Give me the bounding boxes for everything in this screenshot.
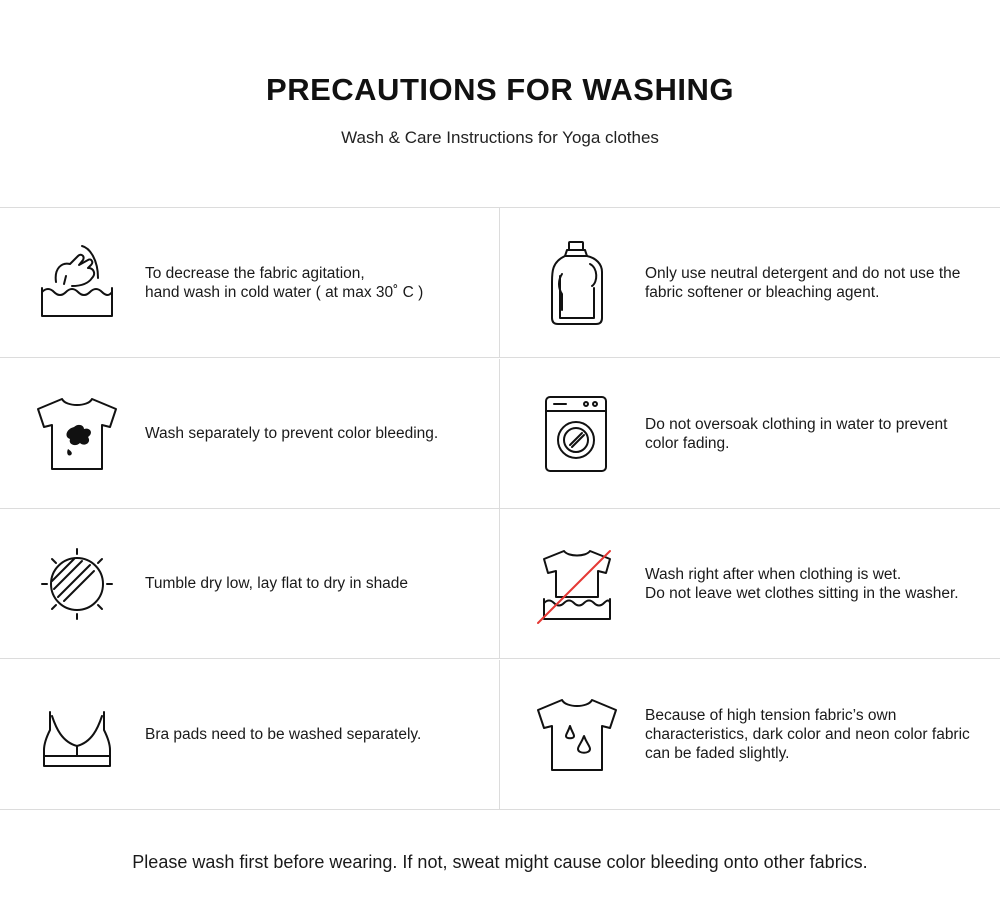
- dripping-tshirt-icon: [532, 690, 622, 780]
- care-item-bra-pads: [0, 660, 500, 810]
- sports-bra-icon: [32, 690, 122, 780]
- care-item-hand-wash: [0, 208, 500, 358]
- care-item-fading: [500, 660, 1000, 810]
- care-item-oversoak: [500, 359, 1000, 509]
- footer-note: Please wash first before wearing. If not, sweat might cause color bleeding onto other fabrics.: [132, 852, 868, 872]
- care-item-text: Because of high tension fabric’s own characteristics, dark color and neon color fabric can be faded slightly.: [645, 707, 970, 762]
- detergent-bottle-icon: [532, 238, 622, 328]
- care-item-wash-separately: [0, 359, 500, 509]
- care-item-text: Wash right after when clothing is wet. Do not leave wet clothes sitting in the washer.: [645, 565, 959, 602]
- tumble-dry-shade-icon: [32, 539, 122, 629]
- care-item-text: Bra pads need to be washed separately.: [145, 726, 422, 743]
- care-item-text: Wash separately to prevent color bleeding.: [145, 425, 439, 442]
- page-subtitle: Wash & Care Instructions for Yoga clothes: [341, 128, 659, 147]
- hand-wash-icon: [32, 238, 122, 328]
- care-item-detergent: [500, 208, 1000, 358]
- care-item-tumble-dry: [0, 509, 500, 659]
- care-item-text: To decrease the fabric agitation, hand wash in cold water ( at max 30˚ C ): [145, 264, 424, 301]
- care-item-text: Do not oversoak clothing in water to prevent color fading.: [645, 415, 948, 452]
- page-title: PRECAUTIONS FOR WASHING: [266, 72, 734, 107]
- care-item-wash-right-after: [500, 509, 1000, 659]
- stained-tshirt-icon: [32, 389, 122, 479]
- care-item-text: Tumble dry low, lay flat to dry in shade: [145, 575, 409, 592]
- care-item-text: Only use neutral detergent and do not use the fabric softener or bleaching agent.: [645, 264, 961, 301]
- care-instructions-grid: [0, 207, 1000, 811]
- no-soaking-tshirt-icon: [532, 539, 622, 629]
- washing-machine-icon: [532, 389, 622, 479]
